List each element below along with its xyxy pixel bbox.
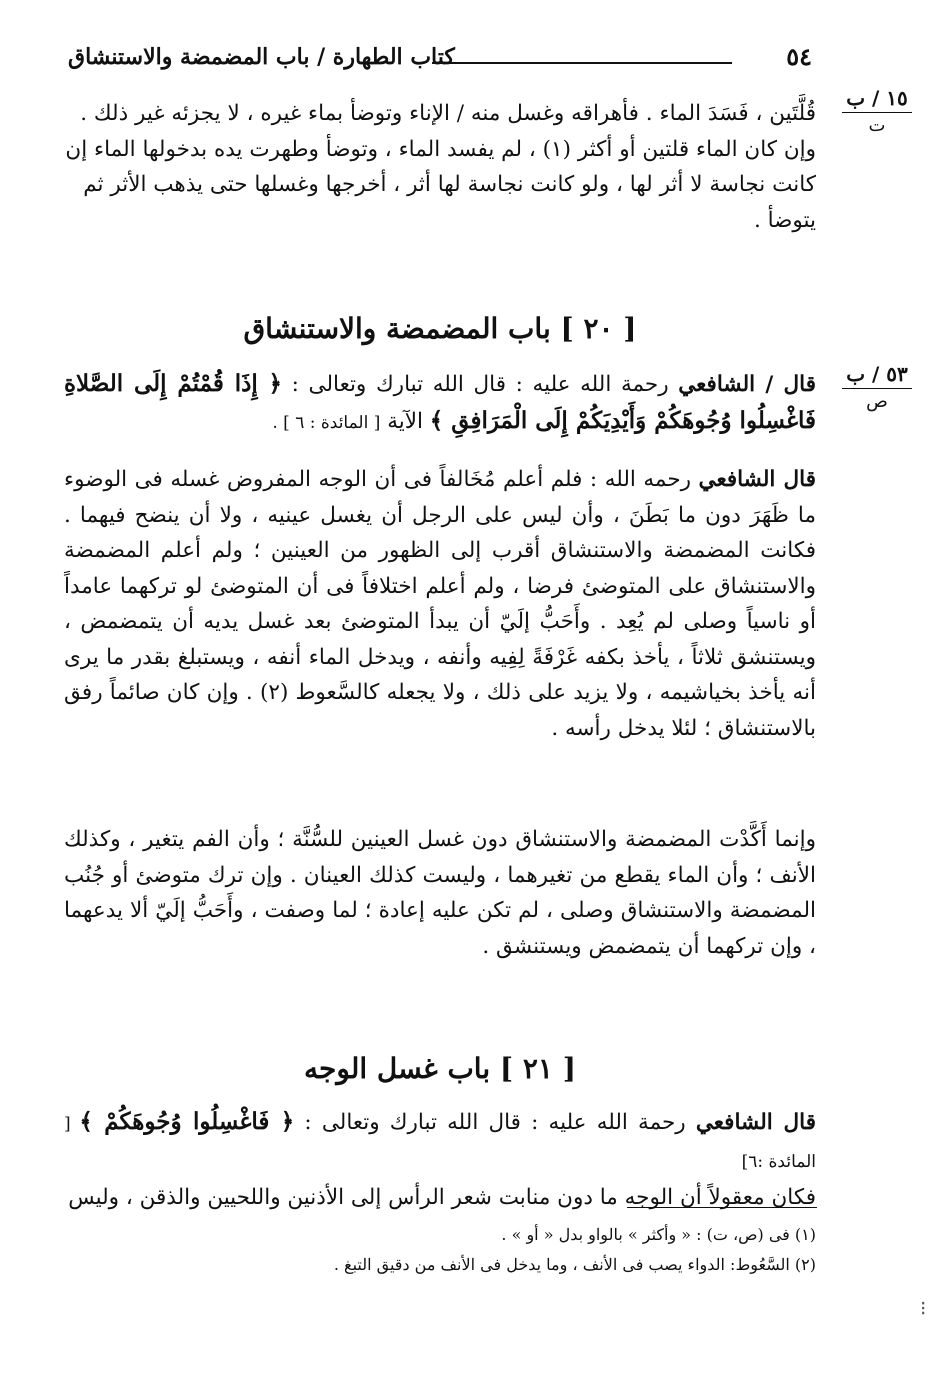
intro-line-1: قُلَّتَين ، فَسَدَ الماء . فأهراقه وغسل منه / الإناء وتوضأ بماء غيره ، لا يجزئه غير ذلك . bbox=[80, 101, 816, 126]
intro-line-3: كانت نجاسة لا أثر لها ، ولو كانت نجاسة لها أثر ، أخرجها وغسلها حتى يذهب الأثر ثم bbox=[83, 172, 816, 197]
section-21-quote-text: رحمة الله عليه : قال الله تبارك وتعالى : bbox=[294, 1110, 696, 1135]
section-21-quote-speaker: قال الشافعي bbox=[695, 1110, 817, 1135]
footnote-1: (١) فى (ص، ت) : « وأكثر » بالواو بدل « أو » . bbox=[501, 1225, 816, 1244]
section-20-quote-reference: [ المائدة : ٦ ] . bbox=[272, 412, 381, 433]
section-20-quote-speaker: قال / الشافعي bbox=[678, 372, 816, 397]
margin-note-1 bbox=[842, 86, 912, 136]
section-21-quote bbox=[64, 1104, 816, 1216]
section-21-heading: [ ٢١ ] باب غسل الوجه bbox=[304, 1052, 576, 1085]
section-21-quran-verse: ﴿ فَاغْسِلُوا وُجُوهَكُمْ ﴾ bbox=[79, 1108, 295, 1135]
intro-line-4: يتوضأ . bbox=[753, 207, 816, 233]
section-20-heading: [ ٢٠ ] باب المضمضة والاستنشاق bbox=[243, 312, 637, 345]
section-20-p2-text: وإنما أَكَّدْت المضمضة والاستنشاق دون غسل العينين للسُّنَّة ؛ وأن الفم يتغير ، وكذلك الأنف ؛ وأن الماء يقطع من تغيرهما ، وليست كذلك العينان . وإن ترك متوضئ أو جُنُب المضمضة والاستنشاق وصلى ، لم تكن عليه إعادة ؛ لما وصفت ، وأَحَبُّ إلَيّ ألا يدعهما ، وإن تركهما أن يتمضمض ويستنشق . bbox=[64, 827, 816, 959]
section-21-p1-text: فكان معقولاً أن الوجه ما دون منابت شعر الرأس إلى الأذنين واللحيين والذقن ، وليس bbox=[68, 1185, 816, 1210]
section-20-paragraph-1 bbox=[64, 462, 816, 746]
section-21-quote-reference: [ المائدة :٦] bbox=[64, 1114, 816, 1172]
section-20-p1-speaker: قال الشافعي bbox=[698, 467, 816, 492]
intro-line-2: وإن كان الماء قلتين أو أكثر (١) ، لم يفسد الماء ، وتوضأ وطهرت يده بدخولها الماء إن bbox=[65, 136, 816, 162]
running-title: كتاب الطهارة / باب المضمضة والاستنشاق bbox=[68, 44, 455, 70]
header-rule bbox=[432, 62, 732, 64]
margin-note-1-folio: ١٥ / ب bbox=[842, 86, 912, 113]
section-20-quote-text: رحمة الله عليه : قال الله تبارك وتعالى : bbox=[282, 372, 679, 397]
intro-paragraph bbox=[64, 96, 816, 238]
page-header bbox=[60, 44, 820, 78]
section-20-paragraph-2 bbox=[64, 822, 816, 964]
footnotes bbox=[64, 1220, 816, 1280]
margin-note-2-folio: ٥٣ / ب bbox=[842, 362, 912, 389]
margin-note-2-siglum: ص bbox=[866, 391, 888, 412]
footnote-2: (٢) السَّعُوط: الدواء يصب فى الأنف ، وما يدخل فى الأنف من دقيق التبغ . bbox=[333, 1255, 816, 1274]
page-edge-mark: ⁝ bbox=[920, 1296, 927, 1320]
page-number: ٥٤ bbox=[786, 42, 812, 71]
footnote-rule bbox=[627, 1207, 817, 1208]
section-20-quran-verse: ﴿ إِذَا قُمْتُمْ إِلَى الصَّلاةِ فَاغْسِلُوا وُجُوهَكُمْ وَأَيْدِيَكُمْ إِلَى الْمَرَافِقِ ﴾ bbox=[64, 370, 816, 434]
section-20-p1-text: رحمه الله : فلم أعلم مُخَالفاً فى أن الوجه المفروض غسله فى الوضوء ما ظَهَرَ دون ما بَطَنَ ، وأن ليس على الرجل أن يغسل عينيه ، ولا أن ينضح فيهما . فكانت المضمضة والاستنشاق أقرب إلى الظهور من العينين ؛ ولم أعلم المضمضة والاستنشاق على المتوضئ فرضا ، ولم أعلم اختلافاً فى أن المتوضئ لو تركهما عامداً أو ناسياً وصلى لم يُعِد . وأَحَبُّ إلَيّ أن يبدأ المتوضئ بعد غسل يديه أن يتمضمض ، ويستنشق ثلاثاً ، يأخذ بكفه غَرْفَةً لِفِيه وأنفه ، ويدخل الماء أنفه ، ويستبلغ بقدر ما يرى أنه يأخذ بخياشيمه ، ولا يزيد على ذلك ، ولا يجعله كالسَّعوط (٢) . وإن كان صائماً رفق بالاستنشاق ؛ لئلا يدخل رأسه . bbox=[64, 467, 816, 741]
margin-note-2 bbox=[842, 362, 912, 412]
section-20-quote bbox=[64, 366, 816, 441]
section-20-quote-after: الآية bbox=[380, 408, 430, 434]
margin-note-1-siglum: ت bbox=[868, 115, 886, 136]
